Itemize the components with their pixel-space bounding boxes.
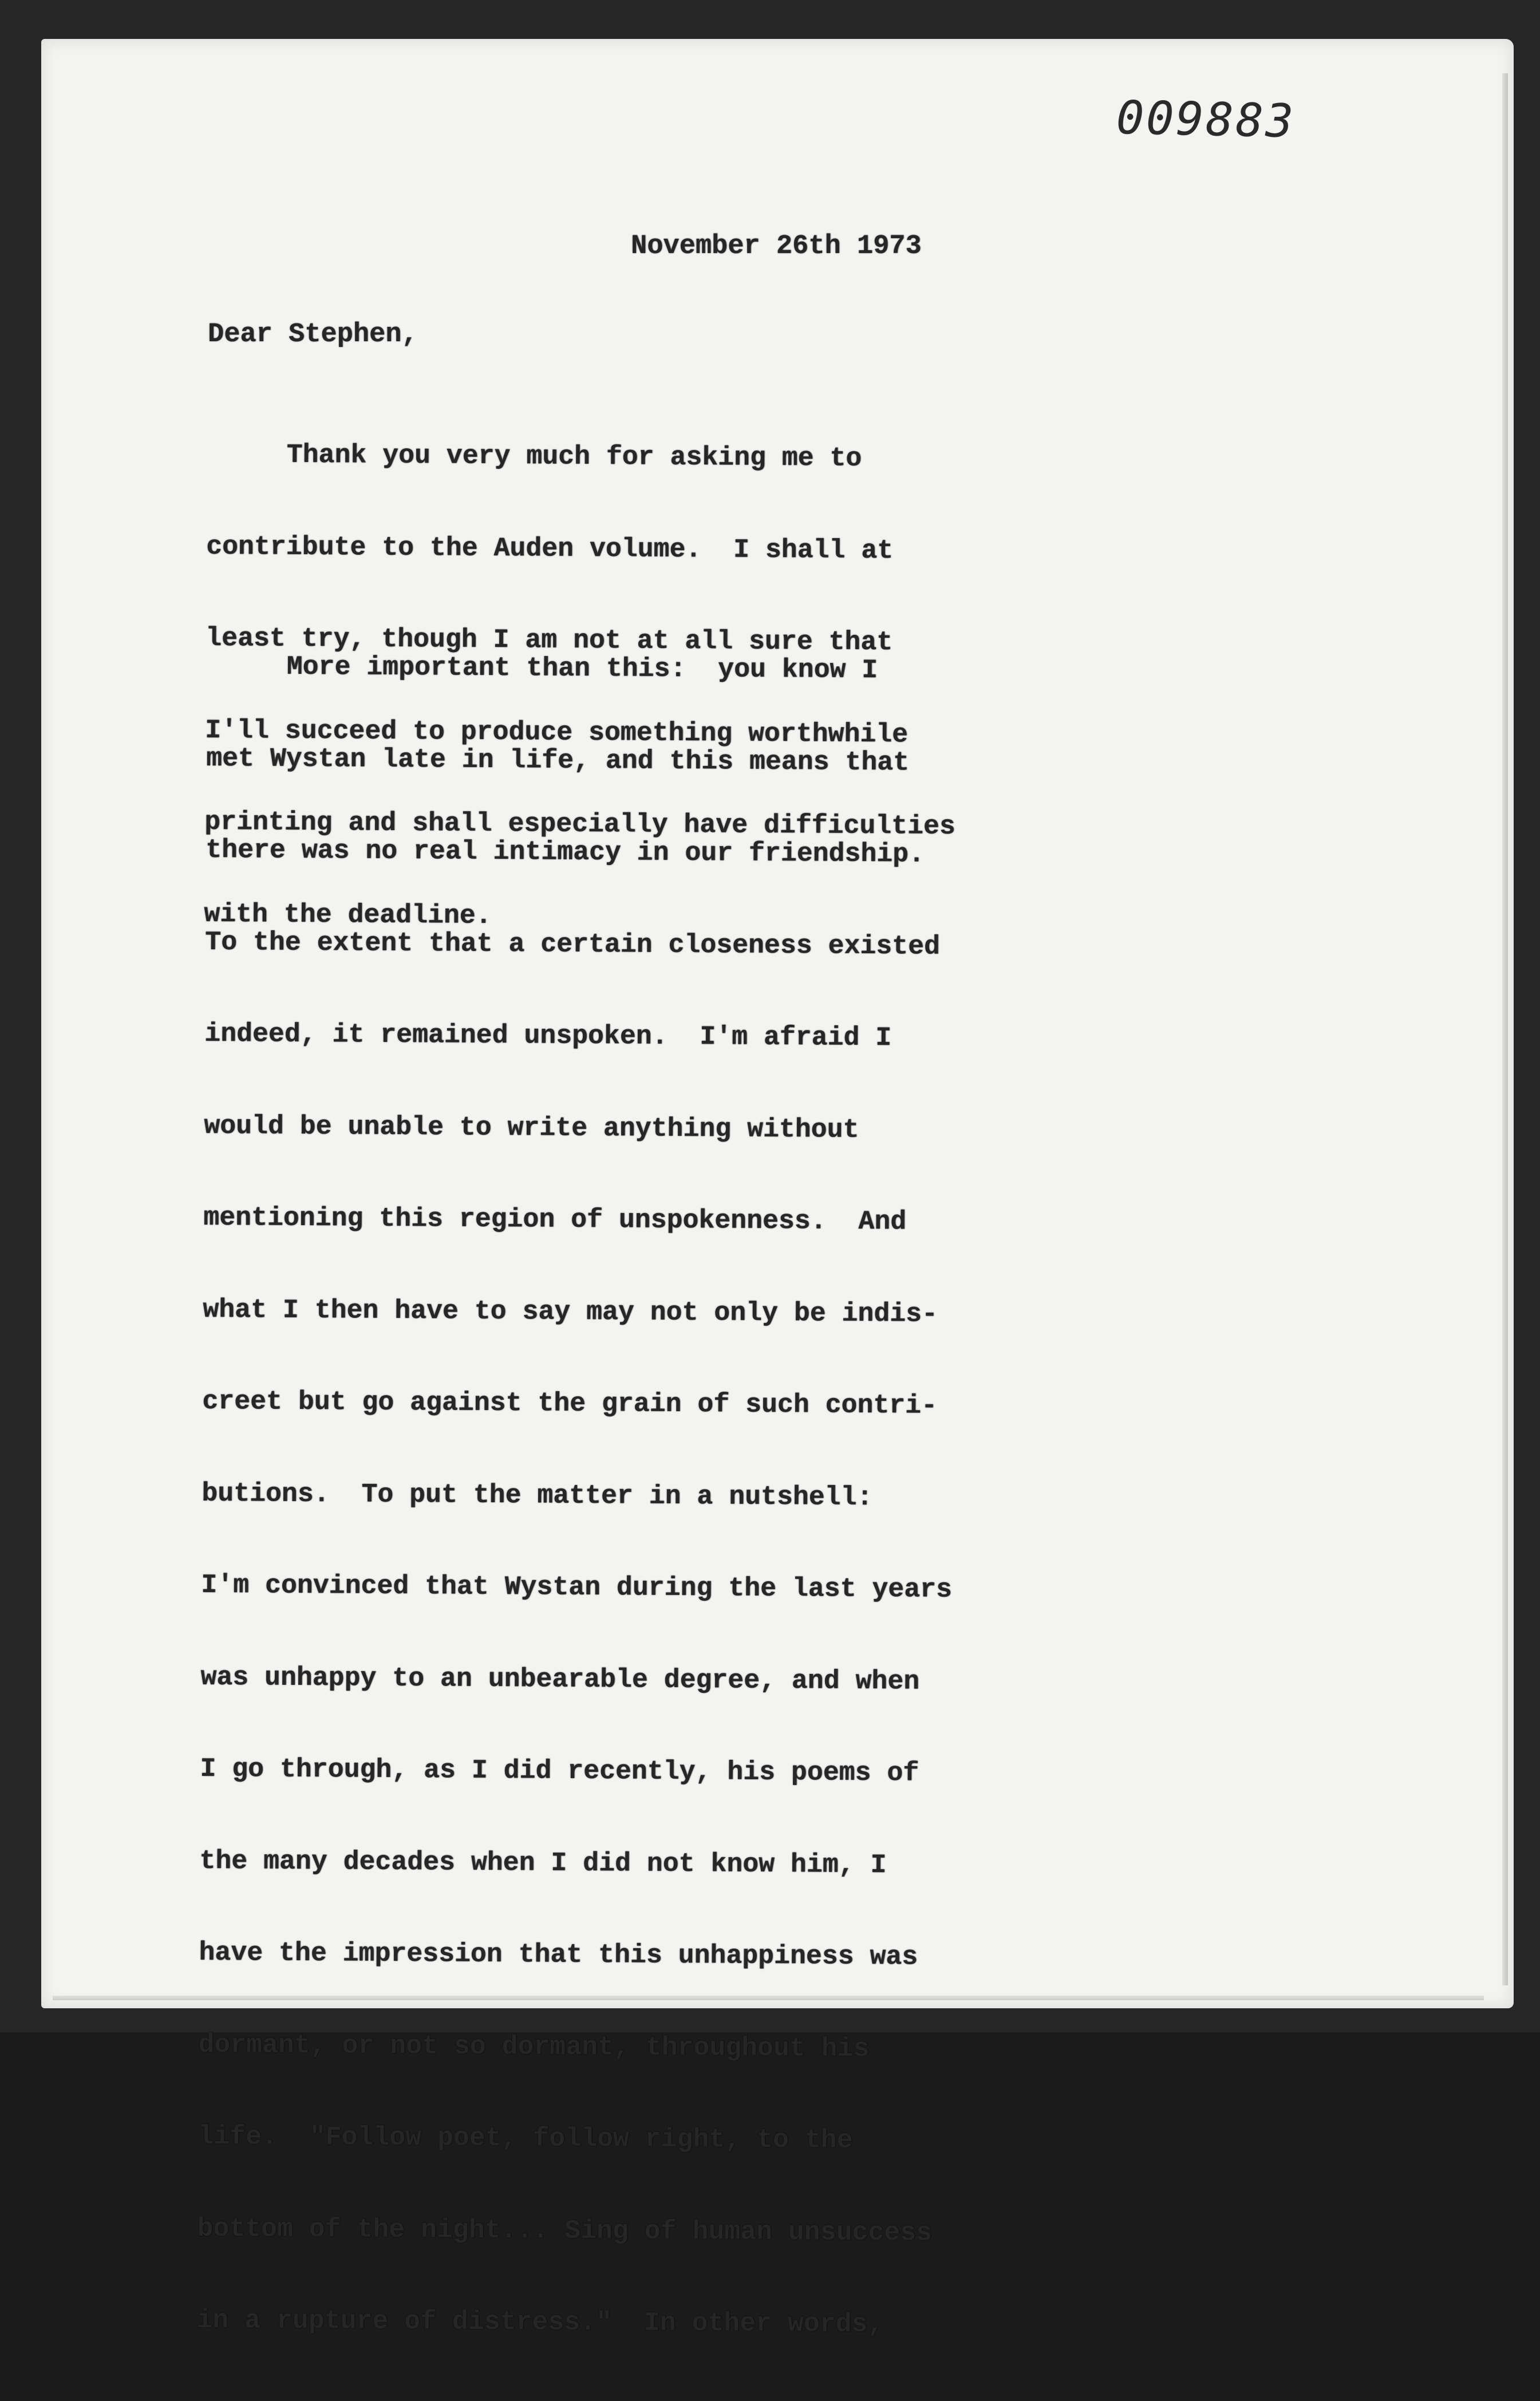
text-line: with the deadline. [204, 898, 492, 931]
text-line: the many decades when I did not know him, I [199, 1845, 887, 1880]
text-line: I go through, as I did recently, his poems of [200, 1753, 919, 1788]
paper-right-edge [1502, 73, 1508, 1985]
document-number: 009883 [1116, 90, 1296, 148]
text-line: would be unable to write anything without [204, 1110, 859, 1145]
salutation: Dear Stephen, [208, 319, 418, 350]
text-line: least try, though I am not at all sure that [206, 622, 893, 658]
text-line: contribute to the Auden volume. I shall at [206, 531, 894, 566]
letter-date: November 26th 1973 [631, 231, 922, 262]
text-line: bottom of the night... Sing of human unsuccess [197, 2213, 933, 2248]
text-line: To the extent that a certain closeness existed [205, 926, 940, 962]
text-line: creet but go against the grain of such contri- [202, 1385, 938, 1421]
text-line: butions. To put the matter in a nutshell: [202, 1478, 873, 1513]
text-line: More important than this: you know I [207, 650, 878, 686]
text-line: have the impression that this unhappiness was [199, 1937, 918, 1972]
text-line: life. "Follow poet, follow right, to the [198, 2120, 853, 2155]
text-line: indeed, it remained unspoken. I'm afraid I [204, 1018, 892, 1053]
text-line: mentioning this region of unspokenness. And [203, 1202, 907, 1237]
text-line: was unhappy to an unbearable degree, and when [200, 1661, 920, 1697]
text-line: what I then have to say may not only be indis- [203, 1294, 938, 1329]
text-line: met Wystan late in life, and this means that [206, 743, 910, 777]
text-line: I'll succeed to produce something worthwhile [205, 714, 909, 749]
text-line: I'm convinced that Wystan during the last years [201, 1569, 953, 1605]
paragraph-2 [196, 590, 958, 2401]
text-line: there was no real intimacy in our friendship. [206, 834, 925, 870]
text-line: dormant, or not so dormant, throughout his [198, 2029, 870, 2064]
text-line: printing and shall especially have difficulties [204, 806, 955, 842]
text-line: Thank you very much for asking me to [207, 439, 862, 473]
text-line: in a rupture of distress." In other words, [196, 2304, 884, 2340]
